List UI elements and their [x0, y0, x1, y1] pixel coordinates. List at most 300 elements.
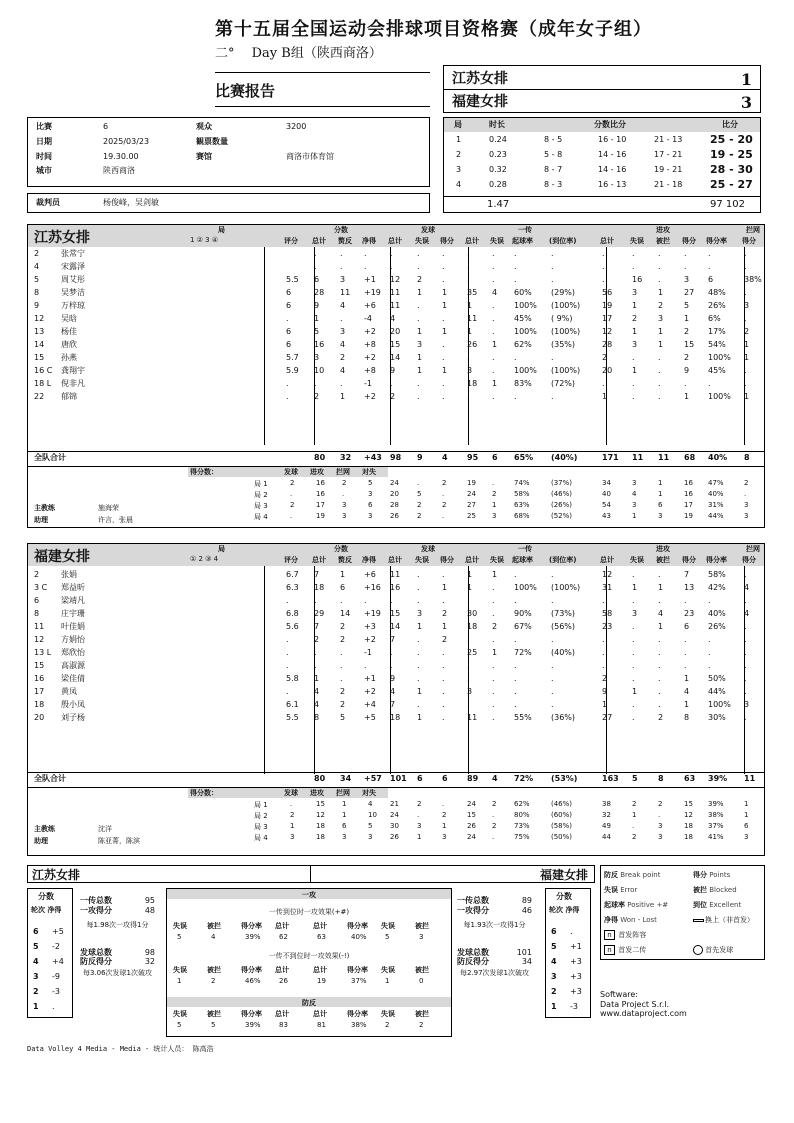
stat-cell: . [744, 648, 747, 657]
stat-cell: -1 [364, 379, 372, 388]
stat-cell: 15 [390, 340, 401, 349]
stat-cell: . [684, 635, 687, 644]
rot-n: 5 [33, 942, 39, 951]
stat-cell: (73%) [551, 609, 576, 618]
stat-cell: . [492, 635, 495, 644]
stat-cell: 1 [632, 583, 638, 592]
lg: Positive +# [627, 901, 669, 909]
player-name: 吴梦洁 [61, 288, 85, 297]
h-duration: 时长 [489, 120, 505, 129]
rot-label: 轮次 净得 [549, 906, 580, 914]
val: 34 [521, 957, 532, 967]
stat-cell: . [417, 648, 420, 657]
stat-cell: 4 [340, 301, 346, 310]
lbl: 防反得分 [457, 957, 489, 967]
h-group: 发球 [421, 545, 435, 553]
pts-cell: 3 [342, 833, 347, 841]
stat-cell: . [684, 596, 687, 605]
stat-cell: . [417, 379, 420, 388]
srv-cell: 3 [417, 822, 422, 830]
srv-cell: 1 [442, 822, 447, 830]
stat-cell: 1 [684, 674, 690, 683]
h-col: 总计 [600, 237, 614, 245]
stat-cell: 1 [442, 583, 448, 592]
set-p2: 14 - 16 [598, 165, 627, 174]
stat-cell: . [442, 392, 445, 401]
coach-label: 主教练 [34, 825, 55, 833]
stat-cell: . [602, 661, 605, 670]
rot-v: +3 [570, 987, 582, 996]
stat-cell: . [744, 713, 747, 722]
rot-n: 2 [551, 987, 557, 996]
stat-cell: 18 [467, 622, 478, 631]
recv-cell: 3 [492, 512, 497, 520]
asst-label: 助理 [34, 516, 48, 524]
divider [444, 89, 760, 90]
player-name: 万梓琼 [61, 301, 85, 310]
player-name: 郑益昕 [61, 583, 85, 592]
stat-cell: 45% [708, 366, 726, 375]
srv-cell: 24 [390, 479, 399, 487]
pts-cell: 19 [316, 512, 325, 520]
stat-cell: 2 [314, 392, 320, 401]
stat-cell: 7 [390, 700, 396, 709]
lbl: 一攻得分 [457, 905, 489, 915]
pts-cell: . [290, 490, 293, 498]
stat-cell: 3 [632, 340, 638, 349]
divider [215, 106, 430, 107]
recv-cell: (46%) [551, 800, 573, 808]
rot-n: 2 [33, 987, 39, 996]
stat-cell: 1 [417, 366, 423, 375]
lbl: 一传总数 [457, 896, 489, 905]
stat-cell: +19 [364, 609, 381, 618]
stat-cell: 100% [514, 583, 537, 592]
stat-cell: 7 [390, 635, 396, 644]
stat-cell: 1 [602, 700, 608, 709]
total-cell: 6 [442, 774, 448, 783]
player-number: 12 [34, 635, 45, 644]
att-cell: . [744, 490, 747, 498]
player-name: 倪非凡 [61, 379, 85, 388]
stat-cell: . [467, 249, 470, 258]
mid-h: 得分率 [241, 1010, 262, 1018]
note: 每1.93次一攻得1分 [463, 921, 526, 930]
stat-cell: 28 [314, 288, 325, 297]
pts-cell: 3 [368, 833, 373, 841]
recv-cell: 2 [492, 822, 497, 830]
player-name: 叶佳娟 [61, 622, 85, 631]
pts-cell: 17 [316, 501, 325, 509]
stat-cell: 20 [602, 366, 613, 375]
stat-cell: 26 [467, 340, 478, 349]
stat-cell: . [632, 661, 635, 670]
mid-h: 被拦 [207, 1010, 221, 1018]
srv-cell: 2 [417, 501, 422, 509]
set-dur: 0.24 [489, 135, 507, 144]
mid-h: 被拦 [207, 922, 221, 930]
stat-cell: 55% [514, 713, 532, 722]
pts-label: 得分数： [190, 468, 218, 476]
stat-cell: (100%) [551, 583, 581, 592]
att-cell: 31% [708, 501, 724, 509]
rot-n: 6 [551, 927, 557, 936]
stat-cell: . [602, 635, 605, 644]
stat-cell: . [417, 392, 420, 401]
stat-cell: . [658, 596, 661, 605]
stat-cell: 1 [744, 392, 750, 401]
h-col: 总计 [388, 556, 402, 564]
stat-cell: 4 [744, 609, 750, 618]
lg: 净得 [604, 916, 618, 924]
total-cell: 8 [744, 453, 750, 462]
recv-cell: (46%) [551, 490, 573, 498]
h-group: 发球 [421, 226, 435, 234]
player-name: 黄凤 [61, 687, 77, 696]
att-cell: 41% [708, 833, 724, 841]
rot-v: +3 [570, 957, 582, 966]
mid-h: 失误 [381, 922, 395, 930]
stat-cell: . [286, 661, 289, 670]
h-col: 得分率 [706, 556, 727, 564]
stat-cell: 1 [467, 327, 473, 336]
recv-cell: 25 [467, 512, 476, 520]
stat-cell: . [390, 648, 393, 657]
mid-h: 总计 [313, 966, 327, 974]
stat-cell: . [492, 262, 495, 271]
stat-cell: . [602, 648, 605, 657]
total-label: 全队合计 [34, 774, 66, 783]
stat-cell: 1 [602, 392, 608, 401]
srv-cell: 2 [442, 811, 447, 819]
player-number: 5 [34, 275, 40, 284]
stat-cell: . [632, 713, 635, 722]
player-number: 16 C [34, 366, 53, 375]
player-name: 梁佳倩 [61, 674, 85, 683]
stat-cell: . [658, 366, 661, 375]
mid-v: 2 [385, 1021, 390, 1029]
total-cell: 68 [684, 453, 696, 462]
stat-cell: . [602, 249, 605, 258]
player-name: 龚翔宇 [61, 366, 85, 375]
h-col: (到位率) [549, 237, 577, 245]
stat-cell: . [744, 674, 747, 683]
pts-cell: 16 [316, 490, 325, 498]
rot-pts-label: 分数 [556, 892, 572, 901]
recv-cell: (37%) [551, 479, 573, 487]
att-cell: 18 [684, 833, 693, 841]
stat-cell: 31 [602, 583, 613, 592]
stat-cell: . [514, 700, 517, 709]
mid-h: 得分率 [241, 966, 262, 974]
stat-cell: . [551, 570, 554, 579]
total-cell: 63 [684, 774, 696, 783]
stat-cell: 5.9 [286, 366, 299, 375]
set-dur: 0.28 [489, 180, 507, 189]
stat-cell: 1 [442, 327, 448, 336]
stat-cell: 1 [632, 301, 638, 310]
lbl: 防反得分 [80, 957, 112, 967]
pts-cell: . [290, 512, 293, 520]
stat-cell: 45% [514, 314, 532, 323]
total-cell: (40%) [551, 453, 578, 462]
stat-cell: . [417, 262, 420, 271]
h-col: 被拦 [656, 556, 670, 564]
stat-cell: 6 [314, 275, 320, 284]
stat-cell: 18 [390, 713, 401, 722]
total-duration: 1.47 [487, 199, 510, 210]
stat-cell: . [551, 674, 554, 683]
asst-label: 助理 [34, 837, 48, 845]
total-cell: 34 [340, 774, 352, 783]
stat-cell: +1 [364, 674, 376, 683]
stat-cell: 11 [340, 288, 351, 297]
stat-cell: 1 [492, 648, 498, 657]
stat-cell: 3 [340, 327, 346, 336]
stat-cell: . [340, 596, 343, 605]
h-group: 分数 [334, 226, 348, 234]
srv-cell: 28 [390, 501, 399, 509]
player-name: 刘子杨 [61, 713, 85, 722]
att-cell: 12 [684, 811, 693, 819]
pts-cell: 3 [368, 512, 373, 520]
stat-cell: 23 [602, 622, 613, 631]
set-dur: 0.32 [489, 165, 507, 174]
att-cell: 3 [632, 501, 637, 509]
att-cell: 3 [744, 512, 749, 520]
stat-cell: . [340, 648, 343, 657]
total-cell: 95 [467, 453, 479, 462]
player-number: 2 [34, 249, 40, 258]
pts-head: 进攻 [310, 789, 324, 797]
mid-v: 4 [211, 933, 216, 941]
recv-cell: . [492, 479, 495, 487]
sw1: Software: [600, 990, 638, 999]
stat-cell: . [658, 635, 661, 644]
pts-cell: . [290, 800, 293, 808]
stat-cell: 42% [708, 583, 726, 592]
stat-cell: . [492, 366, 495, 375]
set-p1: 5 - 8 [544, 150, 563, 159]
stat-cell: 1 [314, 674, 320, 683]
set-num: 2 [456, 150, 462, 159]
att-cell: 6 [744, 822, 749, 830]
stat-cell: . [514, 262, 517, 271]
stat-cell: 1 [632, 366, 638, 375]
stat-cell: 15 [684, 340, 695, 349]
h-group: 拦网 [746, 545, 760, 553]
h-col: 被拦 [656, 237, 670, 245]
recv-cell: 27 [467, 501, 476, 509]
divider [28, 451, 764, 452]
rot-n: 3 [551, 972, 557, 981]
val: 98 [144, 947, 155, 957]
h-group: 一传 [518, 226, 532, 234]
set-label: 局 2 [254, 812, 268, 820]
stat-cell: 5.8 [286, 674, 299, 683]
lg: 首发阵容 [618, 931, 647, 939]
stat-cell: . [467, 635, 470, 644]
recv-cell: (52%) [551, 512, 573, 520]
h-group: 进攻 [656, 545, 670, 553]
stat-cell: . [442, 700, 445, 709]
stat-cell: (35%) [551, 340, 576, 349]
stat-cell: . [658, 249, 661, 258]
stat-cell: 1 [417, 353, 423, 362]
set-p3: 19 - 21 [654, 165, 683, 174]
lbl: 一攻得分 [80, 905, 112, 915]
stat-cell: +16 [364, 583, 381, 592]
total-cell: 80 [314, 453, 326, 462]
stat-cell: . [417, 583, 420, 592]
stat-cell: . [514, 674, 517, 683]
att-cell: 54 [602, 501, 611, 509]
mid-h: 得分率 [347, 1010, 368, 1018]
mid-h: 被拦 [415, 1010, 429, 1018]
rot-v: +4 [52, 957, 64, 966]
stat-cell: 90% [514, 609, 532, 618]
stat-cell: . [340, 379, 343, 388]
stat-cell: 1 [632, 327, 638, 336]
srv-cell: 26 [390, 512, 399, 520]
stat-cell: . [684, 661, 687, 670]
set-p2: 14 - 16 [598, 150, 627, 159]
stat-cell: 15 [390, 609, 401, 618]
mid-h: 总计 [275, 922, 289, 930]
stat-cell: 4 [314, 700, 320, 709]
set-p1: 8 - 3 [544, 180, 563, 189]
h-col: 总计 [312, 237, 326, 245]
stat-cell: . [658, 648, 661, 657]
stat-cell: +2 [364, 353, 376, 362]
total-cell: 80 [314, 774, 326, 783]
stat-cell: . [551, 635, 554, 644]
recv-cell: 1 [492, 501, 497, 509]
stat-cell: 5.6 [286, 622, 299, 631]
stat-cell: (29%) [551, 288, 576, 297]
stat-cell: 5.5 [286, 713, 299, 722]
stat-cell: . [514, 635, 517, 644]
set-p2: 16 - 13 [598, 180, 627, 189]
att-cell: 38% [708, 811, 724, 819]
att-cell: 3 [658, 833, 663, 841]
stat-cell: 14 [390, 622, 401, 631]
lg: 起球率 [604, 901, 625, 909]
att-cell: 16 [684, 490, 693, 498]
team-b-title: 福建女排 [34, 549, 90, 565]
set-num: 1 [456, 135, 462, 144]
player-name: 郑欣怡 [61, 648, 85, 657]
stat-cell: . [492, 700, 495, 709]
lbl: 发球总数 [457, 947, 489, 957]
value-date: 2025/03/23 [103, 137, 150, 146]
stat-cell: . [744, 622, 747, 631]
player-name: 高淑源 [61, 661, 85, 670]
pts-cell: 1 [290, 822, 295, 830]
mid-h: 总计 [275, 1010, 289, 1018]
col-divider [264, 566, 265, 774]
stat-cell: 2 [632, 314, 638, 323]
player-name: 杨佳 [61, 327, 77, 336]
stat-cell: . [658, 687, 661, 696]
stat-cell: . [442, 314, 445, 323]
mid-h: 得分率 [241, 922, 262, 930]
val: 95 [144, 896, 155, 905]
stat-cell: . [744, 379, 747, 388]
total-cell: 4 [492, 774, 498, 783]
stat-cell: . [684, 262, 687, 271]
stat-cell: 60% [514, 288, 532, 297]
stat-cell: . [286, 596, 289, 605]
pts-cell: 18 [316, 822, 325, 830]
recv-cell: 75% [514, 833, 530, 841]
stat-cell: 10 [314, 366, 325, 375]
stat-cell: . [551, 661, 554, 670]
att-cell: 2 [632, 800, 637, 808]
stat-cell: . [467, 262, 470, 271]
stat-cell: . [314, 379, 317, 388]
player-number: 13 [34, 327, 45, 336]
stat-cell: 1 [658, 288, 664, 297]
stat-cell: 1 [417, 687, 423, 696]
pts-head: 对失 [362, 789, 376, 797]
col-divider [606, 566, 607, 774]
stat-cell: 1 [467, 583, 473, 592]
stat-cell: 16 [314, 340, 325, 349]
first-serve-icon [693, 945, 703, 955]
pts-head: 拦网 [336, 468, 350, 476]
h-col: 得分 [742, 237, 756, 245]
stat-cell: 17 [602, 314, 613, 323]
lg: Won - Lost [620, 916, 657, 924]
stat-cell: . [658, 353, 661, 362]
stat-cell: 3 [417, 609, 423, 618]
stat-cell: 48% [708, 288, 726, 297]
total-cell: 6 [417, 774, 423, 783]
stat-cell: 6 [286, 327, 292, 336]
recv-cell: 68% [514, 512, 530, 520]
stat-cell: . [442, 379, 445, 388]
stat-cell: 5.5 [286, 275, 299, 284]
report-title: 比赛报告 [215, 82, 276, 100]
stat-cell: 2 [602, 353, 608, 362]
pts-cell: 10 [368, 811, 377, 819]
stat-cell: 54% [708, 340, 726, 349]
stat-cell: . [442, 249, 445, 258]
pts-head: 发球 [284, 468, 298, 476]
att-cell: 49 [602, 822, 611, 830]
set-num: 3 [456, 165, 462, 174]
stat-cell: . [551, 700, 554, 709]
stat-cell: 1 [442, 301, 448, 310]
att-cell: 16 [684, 479, 693, 487]
stat-cell: . [658, 674, 661, 683]
pts-cell: 5 [368, 822, 373, 830]
stat-cell: 58 [602, 609, 613, 618]
stat-cell: 6 [340, 583, 346, 592]
pts-cell: 2 [290, 811, 295, 819]
rot-v: -9 [52, 972, 60, 981]
stat-cell: . [744, 288, 747, 297]
set-p1: 8 - 5 [544, 135, 563, 144]
mid-h: 被拦 [415, 922, 429, 930]
stat-cell: . [467, 275, 470, 284]
stat-cell: . [708, 648, 711, 657]
mid-v: 39% [245, 1021, 261, 1029]
stat-cell: 1 [684, 700, 690, 709]
h-setnums: 1 ② 3 ④ [190, 236, 219, 244]
stat-cell: 100% [708, 353, 731, 362]
